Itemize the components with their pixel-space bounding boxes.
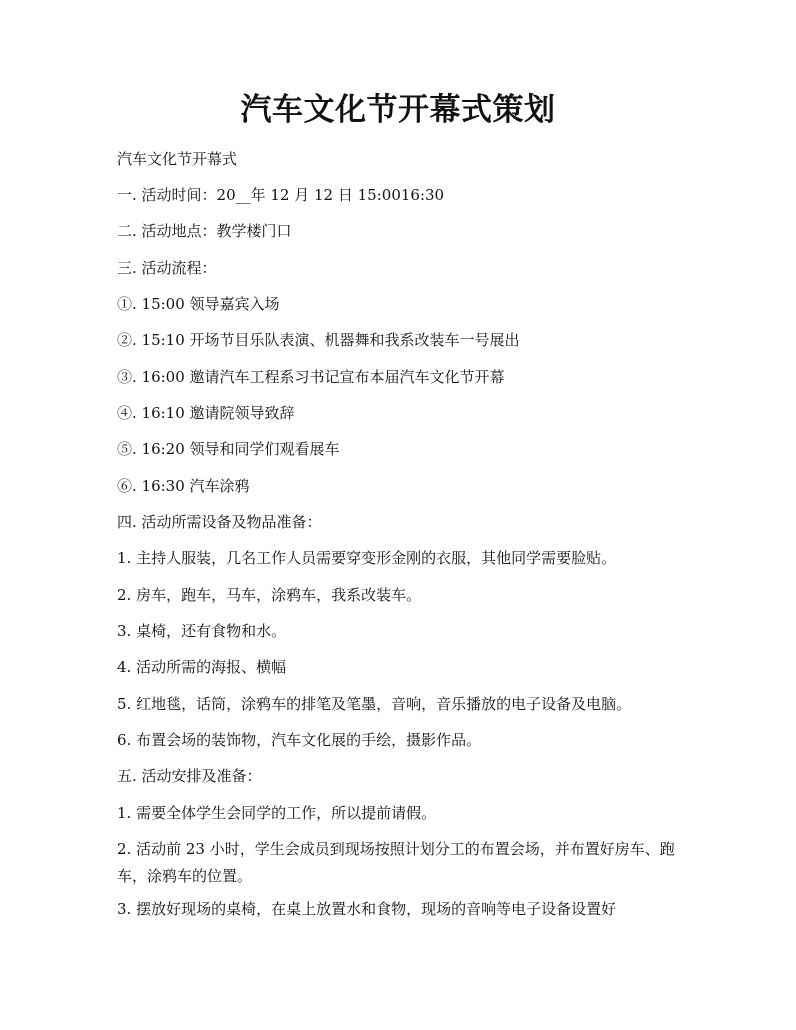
process-step-2: ②. 15:10 开场节目乐队表演、机器舞和我系改装车一号展出	[117, 331, 520, 349]
process-step-3: ③. 16:00 邀请汽车工程系习书记宣布本届汽车文化节开幕	[117, 368, 505, 386]
paragraph-location: 二. 活动地点：教学楼门口	[117, 222, 292, 240]
section-heading-process: 三. 活动流程：	[117, 259, 217, 277]
equipment-item-4: 4. 活动所需的海报、横幅	[117, 658, 287, 676]
process-step-6: ⑥. 16:30 汽车涂鸦	[117, 477, 250, 495]
equipment-item-1: 1. 主持人服装，几名工作人员需要穿变形金刚的衣服，其他同学需要脸贴。	[117, 549, 617, 567]
arrangement-item-1: 1. 需要全体学生会同学的工作，所以提前请假。	[117, 804, 437, 822]
process-step-4: ④. 16:10 邀请院领导致辞	[117, 404, 295, 422]
equipment-item-2: 2. 房车，跑车，马车，涂鸦车，我系改装车。	[117, 586, 422, 604]
paragraph-subtitle: 汽车文化节开幕式	[117, 150, 238, 168]
equipment-item-5: 5. 红地毯，话筒，涂鸦车的排笔及笔墨，音响，音乐播放的电子设备及电脑。	[117, 695, 632, 713]
paragraph-time: 一. 活动时间：20__年 12 月 12 日 15:0016:30	[117, 186, 445, 204]
section-heading-equipment: 四. 活动所需设备及物品准备：	[117, 513, 322, 531]
process-step-5: ⑤. 16:20 领导和同学们观看展车	[117, 440, 340, 458]
section-heading-arrangement: 五. 活动安排及准备：	[117, 767, 262, 785]
arrangement-item-3: 3. 摆放好现场的桌椅，在桌上放置水和食物，现场的音响等电子设备设置好	[117, 900, 617, 918]
arrangement-item-2: 2. 活动前 23 小时，学生会成员到现场按照计划分工的布置会场，并布置好房车、跑车，涂鸦车的位置。	[117, 840, 675, 885]
document-title: 汽车文化节开幕式策划	[240, 92, 556, 128]
equipment-item-6: 6. 布置会场的装饰物，汽车文化展的手绘，摄影作品。	[117, 731, 482, 749]
equipment-item-3: 3. 桌椅，还有食物和水。	[117, 622, 287, 640]
process-step-1: ①. 15:00 领导嘉宾入场	[117, 295, 280, 313]
